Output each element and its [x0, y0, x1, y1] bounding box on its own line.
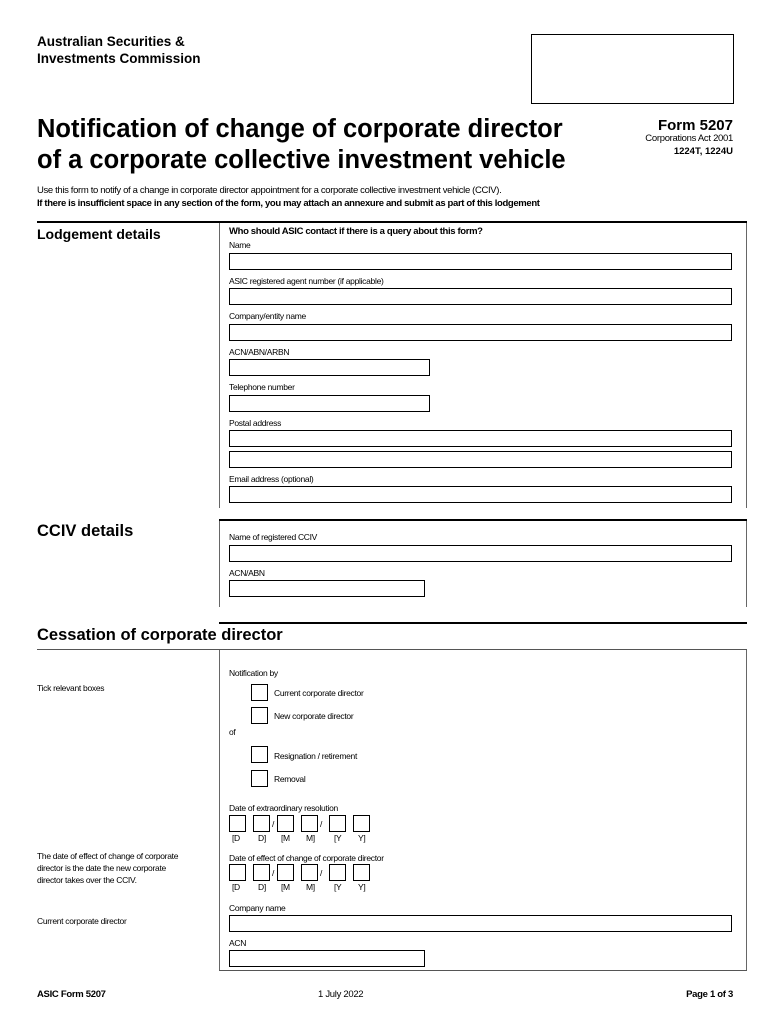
resolution-day-digit2[interactable] [253, 815, 270, 832]
year-hint: [Y [334, 882, 342, 892]
notification-by-label: Notification by [229, 668, 278, 678]
agent-number-label: ASIC registered agent number (if applicable) [229, 276, 384, 286]
column-divider [219, 521, 220, 607]
form-title-line2: of a corporate collective investment vehicle [37, 146, 566, 174]
section-divider [219, 519, 747, 521]
column-divider [219, 650, 220, 970]
effect-year-digit2[interactable] [353, 864, 370, 881]
effect-month-digit1[interactable] [277, 864, 294, 881]
org-name-line2: Investments Commission [37, 51, 201, 66]
intro-text: Use this form to notify of a change in corporate director appointment for a corporate collective investment vehicle (CCIV). [37, 185, 502, 196]
date-separator: / [272, 819, 275, 829]
name-input[interactable] [229, 253, 732, 270]
new-director-checkbox[interactable] [251, 707, 268, 724]
contact-question: Who should ASIC contact if there is a query about this form? [229, 226, 483, 237]
removal-option: Removal [274, 774, 306, 784]
cciv-acn-input[interactable] [229, 580, 425, 597]
phone-input[interactable] [229, 395, 430, 412]
cciv-name-input[interactable] [229, 545, 732, 562]
lodgement-heading: Lodgement details [37, 226, 161, 242]
phone-label: Telephone number [229, 382, 295, 392]
postal-label: Postal address [229, 418, 282, 428]
effect-note-line3: director takes over the CCIV. [37, 875, 137, 885]
email-input[interactable] [229, 486, 732, 503]
effect-year-digit1[interactable] [329, 864, 346, 881]
form-title-line1: Notification of change of corporate director [37, 115, 563, 143]
section-divider [219, 970, 747, 971]
resignation-checkbox[interactable] [251, 746, 268, 763]
month-hint: [M [281, 882, 290, 892]
tick-instruction: Tick relevant boxes [37, 683, 105, 693]
of-label: of [229, 727, 236, 737]
resolution-month-digit2[interactable] [301, 815, 318, 832]
effect-month-digit2[interactable] [301, 864, 318, 881]
company-name-input[interactable] [229, 915, 732, 932]
current-director-label: Current corporate director [37, 916, 127, 926]
effect-note [37, 850, 178, 886]
month-hint: [M [281, 833, 290, 843]
effect-note-line2: director is the date the new corporate [37, 863, 166, 873]
footer-form: ASIC Form 5207 [37, 989, 106, 1000]
form-title [37, 114, 566, 176]
postal-input-line2[interactable] [229, 451, 732, 468]
effect-day-digit1[interactable] [229, 864, 246, 881]
removal-checkbox[interactable] [251, 770, 268, 787]
footer-page: Page 1 of 3 [686, 989, 733, 1000]
year-hint: Y] [358, 833, 366, 843]
company-input[interactable] [229, 324, 732, 341]
day-hint: D] [258, 833, 266, 843]
section-divider [219, 622, 747, 624]
column-divider [219, 223, 220, 508]
cciv-acn-label: ACN/ABN [229, 568, 265, 578]
act-reference: Corporations Act 2001 [645, 133, 733, 144]
new-director-option: New corporate director [274, 711, 354, 721]
month-hint: M] [306, 833, 315, 843]
agent-number-input[interactable] [229, 288, 732, 305]
date-separator: / [320, 868, 323, 878]
resolution-month-digit1[interactable] [277, 815, 294, 832]
name-label: Name [229, 240, 251, 250]
form-number: Form 5207 [657, 117, 733, 134]
day-hint: [D [232, 833, 240, 843]
acn-label: ACN/ABN/ARBN [229, 347, 290, 357]
acn-input[interactable] [229, 359, 430, 376]
effect-date-label: Date of effect of change of corporate director [229, 853, 384, 863]
date-separator: / [272, 868, 275, 878]
year-hint: [Y [334, 833, 342, 843]
form-codes: 1224T, 1224U [673, 146, 733, 157]
company-name-label: Company name [229, 903, 286, 913]
section-subdivider [37, 649, 747, 650]
cciv-heading: CCIV details [37, 522, 134, 540]
effect-day-digit2[interactable] [253, 864, 270, 881]
intro-note: If there is insufficient space in any section of the form, you may attach an annexure and submit as part of this lodgement [37, 198, 540, 209]
office-use-box [531, 34, 734, 104]
resolution-year-digit2[interactable] [353, 815, 370, 832]
current-director-option: Current corporate director [274, 688, 364, 698]
director-acn-label: ACN [229, 938, 247, 948]
column-divider-right [746, 650, 747, 970]
cciv-name-label: Name of registered CCIV [229, 532, 318, 542]
year-hint: Y] [358, 882, 366, 892]
postal-input-line1[interactable] [229, 430, 732, 447]
resolution-date-label: Date of extraordinary resolution [229, 803, 338, 813]
effect-note-line1: The date of effect of change of corporate [37, 851, 179, 861]
resolution-year-digit1[interactable] [329, 815, 346, 832]
section-divider [37, 221, 747, 223]
column-divider-right [746, 521, 747, 607]
resignation-option: Resignation / retirement [274, 751, 358, 761]
email-label: Email address (optional) [229, 474, 314, 484]
day-hint: D] [258, 882, 266, 892]
current-director-checkbox[interactable] [251, 684, 268, 701]
director-acn-input[interactable] [229, 950, 425, 967]
column-divider-right [746, 223, 747, 508]
footer-date: 1 July 2022 [318, 989, 364, 1000]
org-name [37, 33, 201, 67]
org-name-line1: Australian Securities & [37, 34, 185, 49]
month-hint: M] [306, 882, 315, 892]
resolution-day-digit1[interactable] [229, 815, 246, 832]
date-separator: / [320, 819, 323, 829]
cessation-heading: Cessation of corporate director [37, 626, 283, 644]
day-hint: [D [232, 882, 240, 892]
company-label: Company/entity name [229, 311, 306, 321]
